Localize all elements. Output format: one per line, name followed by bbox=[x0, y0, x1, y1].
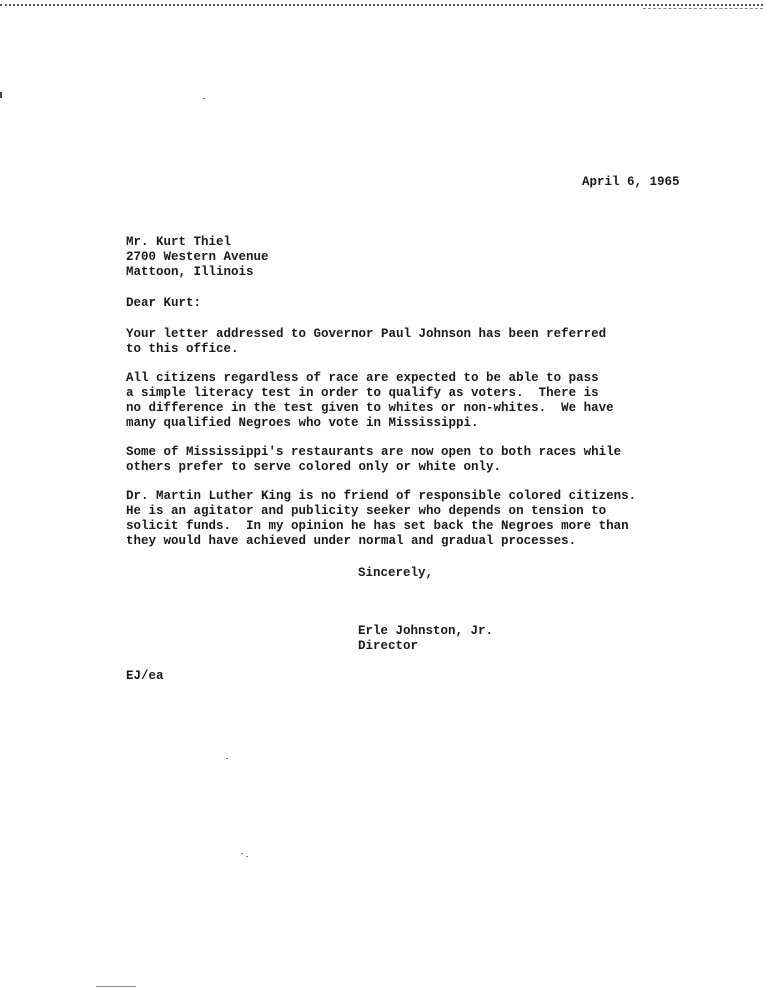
letter-date: April 6, 1965 bbox=[582, 175, 680, 189]
paragraph-line: He is an agitator and publicity seeker who depends on tension to bbox=[126, 504, 607, 518]
paragraph-line: Your letter addressed to Governor Paul Johnson has been referred bbox=[126, 327, 607, 341]
paragraph-line: no difference in the test given to whites or non-whites. We have bbox=[126, 401, 614, 415]
recipient-name: Mr. Kurt Thiel bbox=[126, 235, 232, 249]
paragraph-line: a simple literacy test in order to qualify as voters. There is bbox=[126, 386, 599, 400]
paragraph-line: to this office. bbox=[126, 342, 239, 356]
paragraph-line: solicit funds. In my opinion he has set back the Negroes more than bbox=[126, 519, 629, 533]
reference-initials: EJ/ea bbox=[126, 669, 164, 683]
paragraph-line: All citizens regardless of race are expected to be able to pass bbox=[126, 371, 599, 385]
paragraph-line: Dr. Martin Luther King is no friend of responsible colored citizens. bbox=[126, 489, 637, 503]
signer-name: Erle Johnston, Jr. bbox=[358, 624, 494, 638]
recipient-city: Mattoon, Illinois bbox=[126, 265, 254, 279]
salutation: Dear Kurt: bbox=[126, 296, 202, 310]
paragraph-line: many qualified Negroes who vote in Mississippi. bbox=[126, 416, 479, 430]
recipient-street: 2700 Western Avenue bbox=[126, 250, 269, 264]
closing: Sincerely, bbox=[358, 566, 434, 580]
paragraph-line: they would have achieved under normal and gradual processes. bbox=[126, 534, 577, 548]
paragraph-line: Some of Mississippi's restaurants are now open to both races while bbox=[126, 445, 622, 459]
signer-title: Director bbox=[358, 639, 419, 653]
paragraph-line: others prefer to serve colored only or white only. bbox=[126, 460, 502, 474]
